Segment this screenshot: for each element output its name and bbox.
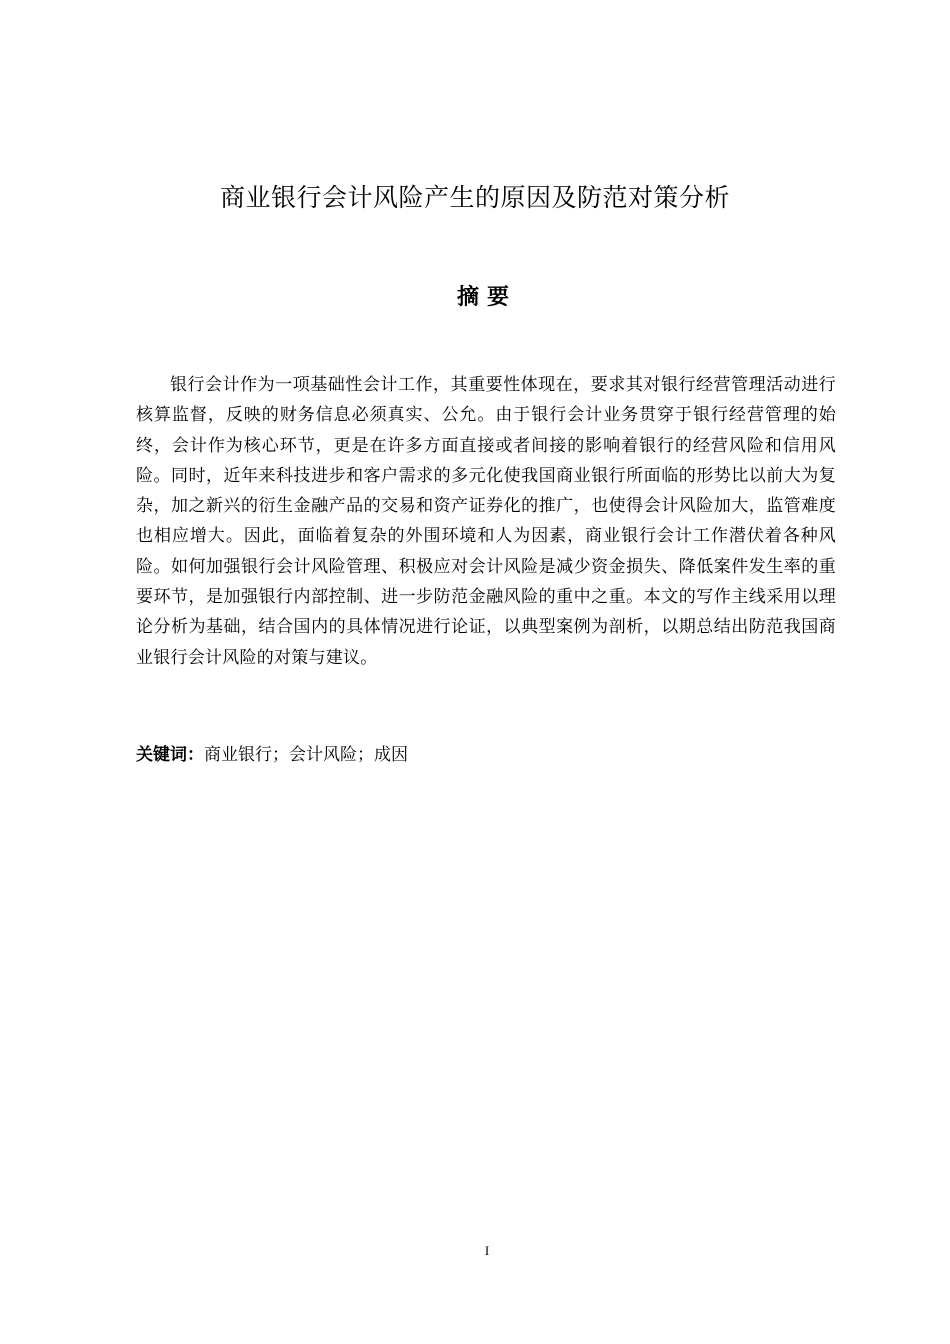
abstract-body: 银行会计作为一项基础性会计工作，其重要性体现在，要求其对银行经营管理活动进行核算监督，反映的财务信息必须真实、公允。由于银行会计业务贯穿于银行经营管理的始终，会计作为核心环节，更是在许多方面直接或者间接的影响着银行的经营风险和信用风险。同时，近年来科技进步和客户需求的多元化使我国商业银行所面临的形势比以前大为复杂，加之新兴的衍生金融产品的交易和资产证券化的推广，也使得会计风险加大，监管难度也相应增大。因此，面临着复杂的外围环境和人为因素，商业银行会计工作潜伏着各种风险。如何加强银行会计风险管理、积极应对会计风险是减少资金损失、降低案件发生率的重要环节，是加强银行内部控制、进一步防范金融风险的重中之重。本文的写作主线采用以理论分析为基础，结合国内的具体情况进行论证，以典型案例为剖析，以期总结出防范我国商业银行会计风险的对策与建议。 [136, 375, 836, 668]
keywords-line [136, 740, 836, 770]
keywords-value: 商业银行；会计风险；成因 [204, 745, 408, 765]
keywords-label: 关键词： [136, 745, 204, 765]
page-number: I [484, 1243, 490, 1258]
abstract-heading: 摘要 [456, 285, 517, 310]
document-title: 商业银行会计风险产生的原因及防范对策分析 [219, 183, 730, 212]
